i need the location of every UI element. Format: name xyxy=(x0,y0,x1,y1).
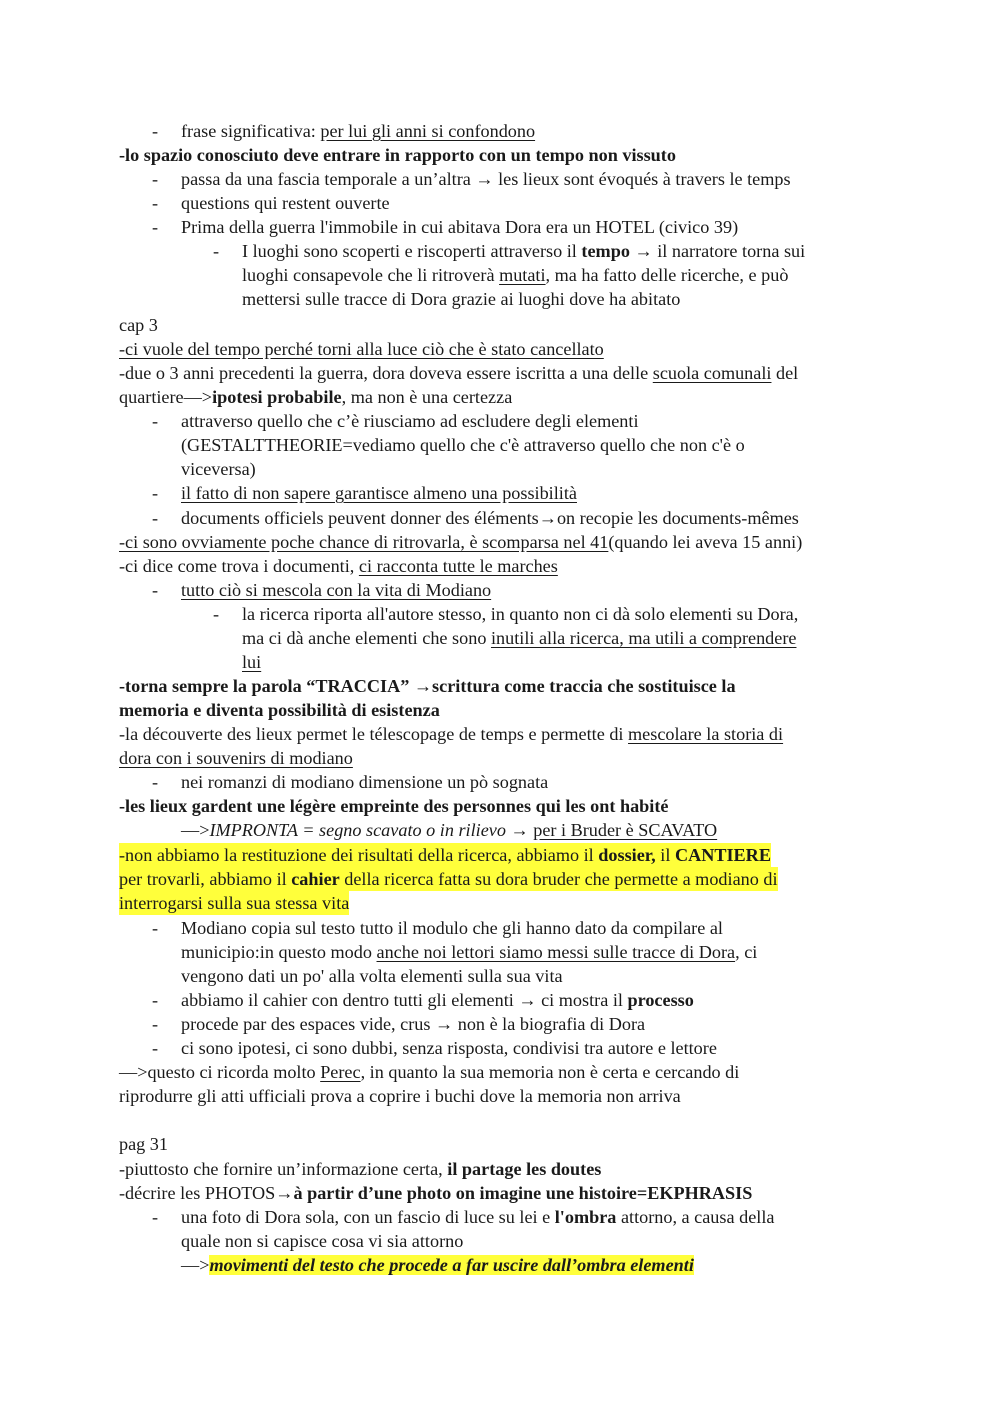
text-segment: lui xyxy=(242,652,262,672)
text-segment: quartiere—> xyxy=(119,387,213,407)
text-line xyxy=(181,578,491,602)
text-segment: passa da una fascia temporale a un’altra → les lieux sont évoqués à travers le temps xyxy=(181,169,791,189)
text-line xyxy=(119,1181,752,1205)
text-segment: Modiano copia sul testo tutto il modulo che gli hanno dato da compilare al xyxy=(181,918,723,938)
text-segment: IMPRONTA = segno scavato o in rilievo xyxy=(209,820,506,840)
text-line xyxy=(181,481,577,505)
text-line xyxy=(119,1157,601,1181)
text-segment: CANTIERE xyxy=(674,845,771,865)
text-segment: -lo spazio conosciuto deve entrare in rapporto con un tempo non vissuto xyxy=(119,145,676,165)
text-segment: Prima della guerra l'immobile in cui abitava Dora era un HOTEL (civico 39) xyxy=(181,217,739,237)
bullet-dash: - xyxy=(213,241,220,261)
text-line xyxy=(181,1012,645,1036)
bullet-dash: - xyxy=(152,508,159,528)
text-line xyxy=(181,964,563,988)
text-segment: -la découverte des lieux permet le télescopage de temps e permette di xyxy=(119,724,629,744)
text-segment: -non abbiamo la restituzione dei risultati della ricerca, abbiamo il xyxy=(119,845,599,865)
text-segment: ipotesi probabile xyxy=(212,387,342,407)
text-line xyxy=(119,1084,681,1108)
text-segment: anche noi lettori siamo messi sulle tracce di Dora xyxy=(376,942,736,962)
text-segment: il partage les doutes xyxy=(447,1159,602,1179)
text-line xyxy=(181,409,639,433)
text-segment: , in quanto la sua memoria non è certa e cercando di xyxy=(360,1062,740,1082)
text-segment: -ci dice come trova i documenti, xyxy=(119,556,359,576)
text-line xyxy=(242,263,788,287)
text-segment: I luoghi sono scoperti e riscoperti attraverso il xyxy=(242,241,582,261)
text-segment: cahier xyxy=(291,869,340,889)
text-segment: attraverso quello che c’è riusciamo ad escludere degli elementi xyxy=(181,411,639,431)
text-segment: mettersi sulle tracce di Dora grazie ai luoghi dove ha abitato xyxy=(242,289,681,309)
bullet-dash: - xyxy=(152,580,159,600)
text-segment: tutto ciò si mescola con la vita di Modiano xyxy=(181,580,492,600)
text-segment: dossier, xyxy=(598,845,656,865)
text-line xyxy=(181,1205,774,1229)
text-segment: interrogarsi sulla sua stessa vita xyxy=(119,893,350,913)
text-segment: attorno, a causa della xyxy=(616,1207,775,1227)
text-segment: (quando lei aveva 15 anni) xyxy=(608,532,803,552)
text-segment: -ci vuole del tempo perché torni alla luce ciò che è stato cancellato xyxy=(119,339,604,359)
text-segment: procede par des espaces vide, crus → non è la biografia di Dora xyxy=(181,1014,646,1034)
text-segment: luoghi consapevole che li ritroverà xyxy=(242,265,500,285)
text-line xyxy=(119,698,440,722)
text-segment: la ricerca riporta all'autore stesso, in quanto non ci dà solo elementi su Dora, xyxy=(242,604,799,624)
text-line xyxy=(119,554,558,578)
text-line xyxy=(181,1036,717,1060)
text-segment: pag 31 xyxy=(119,1134,168,1154)
text-line xyxy=(181,215,738,239)
text-segment: viceversa) xyxy=(181,459,256,479)
text-line xyxy=(119,891,349,915)
text-segment: frase significativa: xyxy=(181,121,321,141)
bullet-dash: - xyxy=(152,483,159,503)
text-segment: questions qui restent ouverte xyxy=(181,193,390,213)
text-segment: , ma non è una certezza xyxy=(341,387,513,407)
text-segment: il fatto di non sapere garantisce almeno una possibilità xyxy=(181,483,577,503)
text-segment: ma ci dà anche elementi che sono xyxy=(242,628,491,648)
text-line xyxy=(119,143,676,167)
text-segment: Perec xyxy=(320,1062,361,1082)
text-segment: l'ombra xyxy=(554,1207,617,1227)
bullet-dash: - xyxy=(213,604,220,624)
bullet-dash: - xyxy=(152,1014,159,1034)
text-segment: quale non si capisce cosa vi sia attorno xyxy=(181,1231,464,1251)
bullet-dash: - xyxy=(152,169,159,189)
text-line xyxy=(181,433,745,457)
text-segment: il xyxy=(655,845,675,865)
text-segment: nei romanzi di modiano dimensione un pò sognata xyxy=(181,772,549,792)
text-line xyxy=(119,867,778,891)
text-segment: à partir d’une photo on imagine une histoire=EKPHRASIS xyxy=(293,1183,753,1203)
text-segment: —>questo ci ricorda molto xyxy=(119,1062,321,1082)
text-segment: tempo xyxy=(581,241,630,261)
text-line xyxy=(181,119,535,143)
text-line xyxy=(119,746,353,770)
text-segment: documents officiels peuvent donner des éléments→on recopie les documents-mêmes xyxy=(181,508,799,528)
text-segment: , ci xyxy=(735,942,758,962)
text-line xyxy=(119,794,668,818)
text-line xyxy=(119,530,802,554)
text-segment: una foto di Dora sola, con un fascio di luce su lei e xyxy=(181,1207,555,1227)
text-segment: abbiamo il cahier con dentro tutti gli elementi → ci mostra il xyxy=(181,990,628,1010)
text-line xyxy=(242,602,798,626)
bullet-dash: - xyxy=(152,193,159,213)
text-segment: dora con i souvenirs di modiano xyxy=(119,748,353,768)
text-line xyxy=(181,506,799,530)
text-segment: -décrire les PHOTOS→ xyxy=(119,1183,294,1203)
text-line xyxy=(181,940,757,964)
text-line xyxy=(119,843,771,867)
text-segment: —> xyxy=(181,820,210,840)
text-segment: mescolare la storia di xyxy=(628,724,784,744)
text-line xyxy=(181,916,723,940)
text-line xyxy=(119,722,783,746)
bullet-dash: - xyxy=(152,918,159,938)
text-line xyxy=(119,674,736,698)
text-line xyxy=(181,167,791,191)
text-segment: → xyxy=(505,820,534,840)
text-line xyxy=(119,361,798,385)
text-segment: per lui gli anni si confondono xyxy=(320,121,536,141)
bullet-dash: - xyxy=(152,1038,159,1058)
bullet-dash: - xyxy=(152,217,159,237)
text-line xyxy=(242,287,680,311)
text-segment: scuola comunali xyxy=(652,363,772,383)
text-line xyxy=(181,1229,463,1253)
bullet-dash: - xyxy=(152,411,159,431)
text-line xyxy=(242,239,805,263)
text-line xyxy=(181,770,548,794)
text-line xyxy=(181,988,694,1012)
text-segment: , ma ha fatto delle ricerche, e può xyxy=(545,265,789,285)
text-segment: ci racconta tutte le marches xyxy=(358,556,558,576)
text-segment: mutati xyxy=(499,265,546,285)
text-segment: -les lieux gardent une légère empreinte des personnes qui les ont habité xyxy=(119,796,669,816)
text-line xyxy=(119,1132,168,1156)
text-line xyxy=(242,650,261,674)
bullet-dash: - xyxy=(152,1207,159,1227)
text-segment: processo xyxy=(627,990,694,1010)
text-line xyxy=(119,313,158,337)
text-segment: vengono dati un po' alla volta elementi sulla sua vita xyxy=(181,966,563,986)
text-segment: -due o 3 anni precedenti la guerra, dora doveva essere iscritta a una delle xyxy=(119,363,653,383)
text-segment: movimenti del testo che procede a far uscire dall’ombra elementi xyxy=(209,1255,694,1275)
text-line xyxy=(119,1060,739,1084)
text-segment: inutili alla ricerca, ma utili a comprendere xyxy=(490,628,797,648)
text-segment: per trovarli, abbiamo il xyxy=(119,869,292,889)
text-segment: municipio:in questo modo xyxy=(181,942,377,962)
text-segment: —> xyxy=(181,1255,210,1275)
text-segment: → il narratore torna sui xyxy=(629,241,806,261)
text-segment: (GESTALTTHEORIE=vediamo quello che c'è attraverso quello che non c'è o xyxy=(181,435,745,455)
text-segment: riprodurre gli atti ufficiali prova a coprire i buchi dove la memoria non arriva xyxy=(119,1086,681,1106)
text-segment: per i Bruder è SCAVATO xyxy=(533,820,718,840)
text-line xyxy=(181,1253,694,1277)
text-line xyxy=(119,385,512,409)
text-segment: del xyxy=(771,363,799,383)
bullet-dash: - xyxy=(152,990,159,1010)
text-segment: memoria e diventa possibilità di esistenza xyxy=(119,700,440,720)
text-line xyxy=(181,191,390,215)
text-segment: -torna sempre la parola “TRACCIA” →scrittura come traccia che sostituisce la xyxy=(119,676,736,696)
text-segment: ci sono ipotesi, ci sono dubbi, senza risposta, condivisi tra autore e lettore xyxy=(181,1038,717,1058)
text-segment: della ricerca fatta su dora bruder che permette a modiano di xyxy=(339,869,778,889)
text-line xyxy=(181,457,256,481)
text-segment: cap 3 xyxy=(119,315,158,335)
text-line xyxy=(242,626,796,650)
text-line xyxy=(181,818,717,842)
bullet-dash: - xyxy=(152,772,159,792)
bullet-dash: - xyxy=(152,121,159,141)
text-segment: -piuttosto che fornire un’informazione certa, xyxy=(119,1159,448,1179)
text-line xyxy=(119,337,604,361)
text-segment: -ci sono ovviamente poche chance di ritrovarla, è scomparsa nel 41 xyxy=(119,532,609,552)
